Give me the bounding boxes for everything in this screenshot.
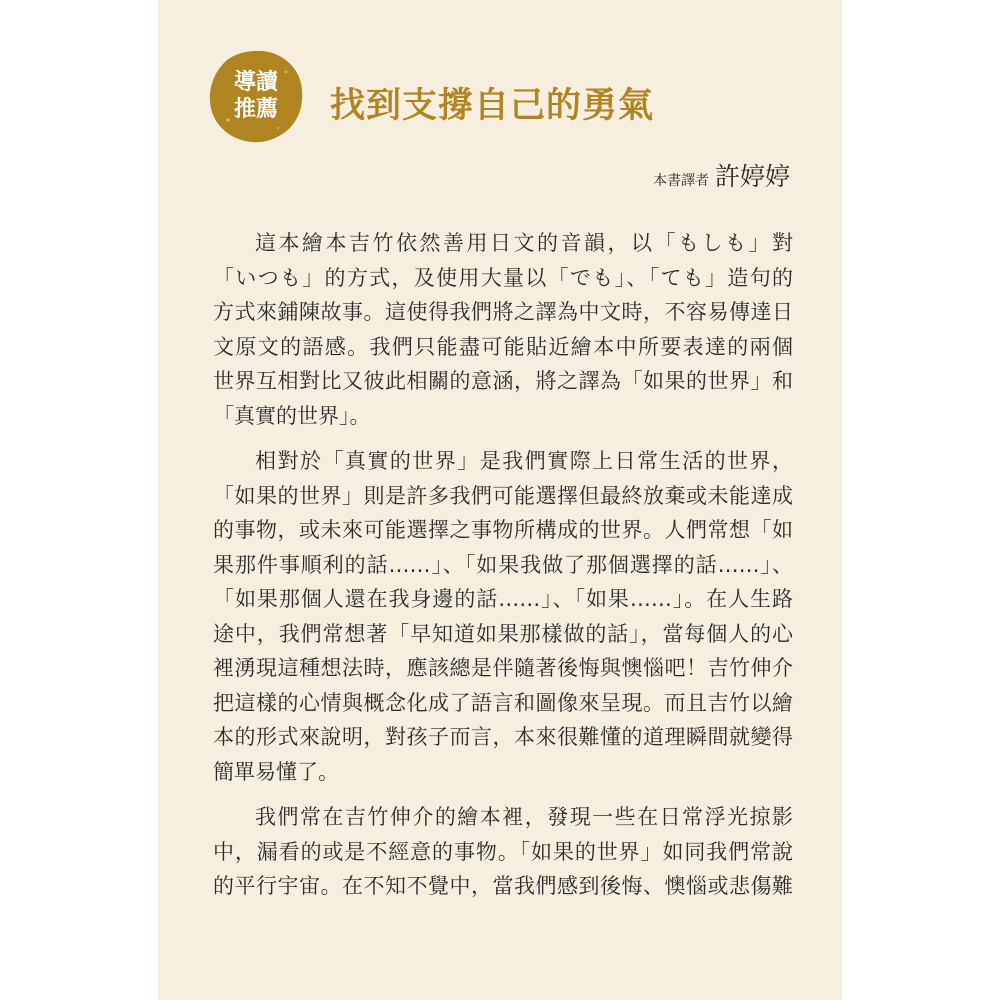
paragraph [213,444,793,789]
text-line: 方式來鋪陳故事。這使得我們將之譯為中文時，不容易傳達日 [213,300,793,324]
text-line: 這本繪本吉竹依然善用日文的音韻，以「もしも」對 [255,231,793,255]
text-line: 世界互相對比又彼此相關的意涵，將之譯為「如果的世界」和 [213,369,793,393]
text-line: 簡單易懂了。 [213,759,339,784]
article-title: 找到支撐自己的勇氣 [330,86,655,126]
paragraph [213,800,793,904]
text-line: 我們常在吉竹伸介的繪本裡，發現一些在日常浮光掠影 [255,805,793,829]
text-line: 把這樣的心情與概念化成了語言和圖像來呈現。而且吉竹以繪 [213,690,793,715]
text-line: 本的形式來說明，對孩子而言，本來很難懂的道理瞬間就變得 [213,725,793,749]
text-line: 果那件事順利的話……」、「如果我做了那個選擇的話……」、 [213,552,793,577]
byline-name: 許婷婷 [714,162,790,191]
text-line: 「如果的世界」則是許多我們可能選擇但最終放棄或未能達成 [213,483,793,508]
text-line: 途中，我們常想著「早知道如果那樣做的話」，當每個人的心 [213,621,793,646]
badge-line-1: 導讀 [233,70,278,95]
text-line: 的事物，或未來可能選擇之事物所構成的世界。人們常想「如 [213,518,793,542]
text-line: 裡湧現這種想法時，應該總是伴隨著後悔與懊惱吧！吉竹伸介 [213,656,793,680]
text-line: 中，漏看的或是不經意的事物。「如果的世界」如同我們常說 [213,839,793,864]
intro-badge [208,48,304,144]
badge-label [208,69,304,123]
byline [653,160,790,198]
byline-role: 本書譯者 [652,173,709,189]
text-line: 的平行宇宙。在不知不覺中，當我們感到後悔、懊惱或悲傷難 [213,874,793,898]
text-line: 相對於「真實的世界」是我們實際上日常生活的世界， [255,449,793,473]
article-body [213,226,793,915]
text-line: 文原文的語感。我們只能盡可能貼近繪本中所要表達的兩個 [213,334,793,359]
book-page [158,0,842,1000]
text-line: 「如果那個人還在我身邊的話……」、「如果……」。在人生路 [213,587,793,611]
badge-line-2: 推薦 [233,97,278,122]
text-line: 「いつも」的方式，及使用大量以「でも」、「ても」造句的 [213,265,793,290]
text-line: 「真實的世界」。 [213,403,371,428]
paragraph [213,226,793,433]
